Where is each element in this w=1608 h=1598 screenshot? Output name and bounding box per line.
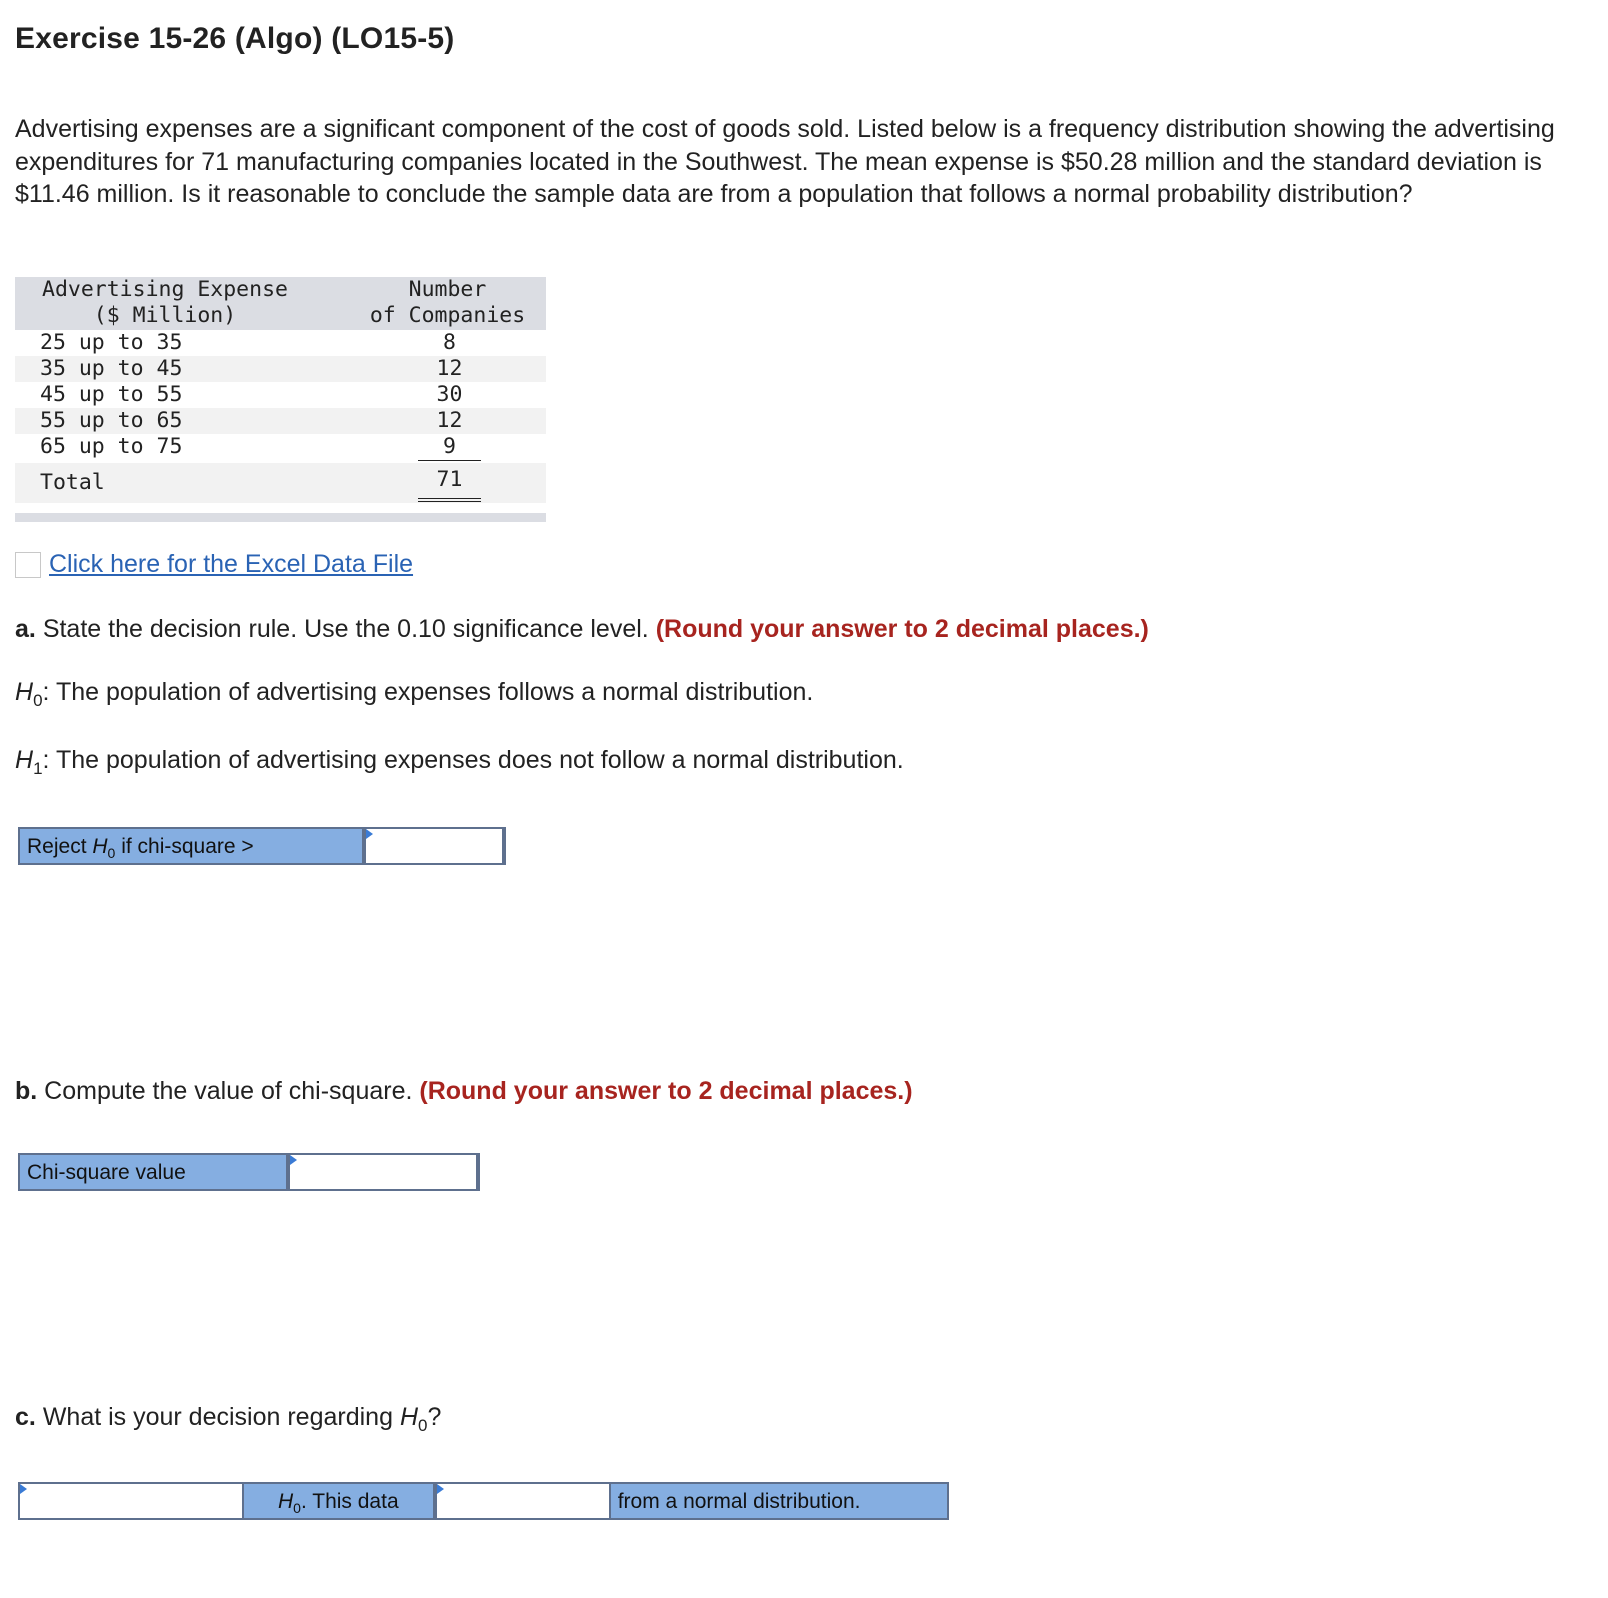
null-hypothesis xyxy=(15,678,813,711)
table-row xyxy=(15,330,546,356)
decision-rule-row xyxy=(18,827,506,865)
table-row xyxy=(15,382,546,408)
count-cell: 12 xyxy=(436,408,463,433)
subscript: 0 xyxy=(418,1416,428,1435)
column-header-count xyxy=(360,277,535,329)
table-row xyxy=(15,408,546,434)
table-row xyxy=(15,356,546,382)
excel-data-link[interactable] xyxy=(15,550,413,579)
header-line: ($ Million) xyxy=(93,303,237,328)
header-line: Number xyxy=(408,277,487,302)
problem-intro: Advertising expenses are a significant component of the cost of goods sold. Listed below is a frequency distribution showing the advertising expenditures for 71 manufacturing companies located in the Southwest. The mean expense is $50.28 million and the standard deviation is $11.46 million. Is it reasonable to conclude the sample data are from a population that follows a normal probability distribution? xyxy=(15,115,1555,208)
table-header xyxy=(15,277,546,330)
range-cell: 25 up to 35 xyxy=(40,330,183,355)
subscript: 0 xyxy=(293,1500,301,1517)
subscript: 0 xyxy=(33,691,43,710)
chi-square-input[interactable] xyxy=(288,1153,478,1191)
h-symbol: H xyxy=(277,1490,294,1513)
decision-select[interactable] xyxy=(18,1482,244,1520)
alternative-hypothesis xyxy=(15,746,904,779)
total-value: 71 xyxy=(418,463,481,502)
decision-middle-label xyxy=(244,1484,436,1518)
frequency-table xyxy=(15,277,546,522)
h-symbol: H xyxy=(15,678,34,706)
decision-end-label: from a normal distribution. xyxy=(611,1484,947,1518)
count-cell: 8 xyxy=(443,330,456,355)
table-total-row xyxy=(15,463,546,503)
decision-row xyxy=(18,1482,949,1520)
chi-square-label: Chi-square value xyxy=(20,1155,288,1189)
critical-value-input[interactable] xyxy=(364,827,504,865)
part-c-label: c. xyxy=(15,1403,36,1431)
excel-link-text[interactable]: Click here for the Excel Data File xyxy=(49,550,414,578)
table-footer-bar xyxy=(15,513,546,522)
h-symbol: H xyxy=(92,835,108,858)
count-cell: 9 xyxy=(418,434,481,461)
table-row xyxy=(15,434,546,460)
part-c-question xyxy=(15,1403,441,1436)
count-cell: 12 xyxy=(436,356,463,381)
chi-square-row xyxy=(18,1153,480,1191)
total-label: Total xyxy=(40,470,105,495)
h0-text: : The population of advertising expenses follows a normal distribution. xyxy=(42,678,814,706)
header-line: Advertising Expense xyxy=(42,277,288,302)
range-cell: 45 up to 55 xyxy=(40,382,183,407)
decision-rule-label xyxy=(20,829,364,863)
count-cell: 30 xyxy=(436,382,463,407)
part-b-hint: (Round your answer to 2 decimal places.) xyxy=(419,1077,913,1105)
h1-text: : The population of advertising expenses does not follow a normal distribution. xyxy=(42,746,904,774)
range-cell: 65 up to 75 xyxy=(40,434,183,459)
rule-suffix: if chi-square > xyxy=(121,835,254,858)
page-title: Exercise 15-26 (Algo) (LO15-5) xyxy=(15,22,455,55)
range-cell: 35 up to 45 xyxy=(40,356,183,381)
part-a-label: a. xyxy=(15,615,36,643)
range-cell: 55 up to 65 xyxy=(40,408,183,433)
rule-prefix: Reject xyxy=(27,835,87,858)
subscript: 1 xyxy=(33,759,43,778)
excel-file-icon xyxy=(15,552,41,578)
subscript: 0 xyxy=(107,845,116,862)
conclusion-select[interactable] xyxy=(435,1482,611,1520)
part-b-text: Compute the value of chi-square. xyxy=(44,1077,413,1105)
column-header-expense xyxy=(15,277,315,329)
part-a-question xyxy=(15,615,1149,644)
part-a-text: State the decision rule. Use the 0.10 significance level. xyxy=(42,615,649,643)
part-b-label: b. xyxy=(15,1077,38,1105)
part-b-question xyxy=(15,1077,913,1106)
part-c-text: What is your decision regarding xyxy=(42,1403,393,1431)
middle-text: . This data xyxy=(300,1490,399,1513)
question-mark: ? xyxy=(427,1403,442,1431)
header-line: of Companies xyxy=(369,303,526,328)
part-a-hint: (Round your answer to 2 decimal places.) xyxy=(655,615,1149,643)
h-symbol: H xyxy=(15,746,34,774)
h-symbol: H xyxy=(399,1403,418,1431)
